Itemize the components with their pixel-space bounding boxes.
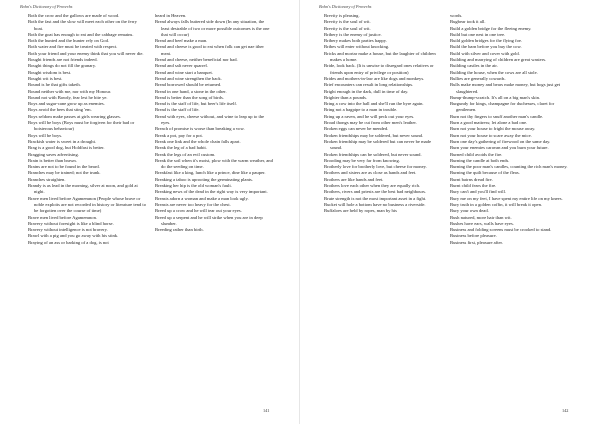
proverb-entry: Brevity is pleasing. — [324, 13, 360, 18]
proverb-entry: Bread borrowed should be returned. — [155, 82, 222, 88]
proverb-entry: Burning the candle at both ends. — [450, 157, 510, 163]
proverb-entry: Breeding rather than birth. — [155, 227, 204, 233]
proverb-entry: Build with silver and cover with gold. — [450, 50, 520, 56]
proverb-entry: Bread and beef make a man. — [155, 38, 208, 44]
proverb-entry: Bucket will hole a bottom have no business a riverside. — [324, 201, 426, 207]
proverb-entry: Brothers are like hands and feet. — [324, 176, 384, 182]
proverb-entry: Burn not your house to scare away the mice. — [450, 132, 532, 138]
proverb-entry: Bread and cheese is good to eat when folk can get nae ither meat. — [155, 44, 264, 56]
proverb-entry: Both the fast and the slow will meet each other on the ferry boat. — [28, 19, 137, 31]
proverb-entry: Breach of promise is worse than breaking a vow. — [155, 126, 245, 132]
proverb-entry: Bribery makes both parties happy. — [324, 38, 387, 44]
proverb-entry: Bright enough in the dark, dull in time of day. — [324, 88, 409, 94]
proverb-entry: Brighter than a pounds. — [324, 94, 368, 100]
proverb-entry: Both the crow and the gallows are made of wood. — [28, 13, 120, 18]
proverb-entry: Burn a good mattress; let alone a bad one. — [450, 120, 528, 126]
proverb-entry: Bought wit is best. — [28, 75, 63, 81]
proverb-entry: Burn not your house to fright the mouse away. — [450, 126, 536, 132]
proverb-entry: Breakfast like a king, lunch like a prince, dine like a pauper. — [155, 170, 266, 176]
proverb-entry: Build golden bridges for the flying foe. — [450, 38, 523, 44]
proverb-entry: Breaking news of the dead in the right way is very important. — [155, 189, 268, 195]
proverb-entry: Bury truth in a golden coffin, it will break it open. — [450, 201, 543, 207]
proverb-entry: Breed up a serpent and he will strike when you are in deep slumber. — [155, 214, 263, 226]
proverb-entry: Brackish water is sweet in a drought. — [28, 138, 96, 144]
proverb-entry: Broken friendship may be soldered but can never be made sound. — [324, 138, 432, 151]
page-number: 142 — [562, 408, 569, 413]
proverb-entry: Break a pot, pay for a pot. — [155, 132, 203, 138]
proverb-entry: Brave men lived before Agamemnon (People whose brave or noble exploits are not recorded in history or literature tend to be forgotten over the course of time) — [28, 195, 147, 214]
proverb-entry: Both your friend and your enemy think that you will never die. — [28, 50, 144, 56]
proverb-entry: Broken friendships may be soldered, but never sound. — [324, 132, 424, 138]
proverb-entry: Breed up a crow and he will tear out your eyes. — [155, 208, 242, 214]
proverb-entry: Brains are not to be found in the beard. — [28, 164, 100, 170]
proverb-entry: Bury your own dead. — [450, 208, 489, 214]
proverb-entry: Breaking a taboo is uprooting the germinating plants. — [155, 176, 253, 182]
proverb-entry: Break one link and the whole chain falls apart. — [155, 138, 241, 144]
proverb-entry: Bought wisdom is best. — [28, 69, 72, 75]
proverb-entry: Burnt child fears the fire. — [450, 183, 497, 189]
proverb-entry: Brides and mothers-in-law are like dogs and monkeys. — [324, 75, 425, 81]
proverb-entry: Business first, pleasure after. — [450, 239, 503, 245]
proverb-entry: Broad thongs may be cut from other men's leather. — [324, 120, 417, 126]
proverb-entry: Bread is the staff of life, but beer's life itself. — [155, 101, 238, 107]
proverb-entry: Bugbear took it all. — [450, 19, 486, 25]
proverb-entry: Build the barn before you buy the cow. — [450, 44, 522, 50]
proverb-entry: words. — [450, 13, 463, 18]
proverb-entry: Brevity is the soul of wit. — [324, 19, 371, 25]
proverb-entry: Business before pleasure. — [450, 233, 497, 239]
proverb-entry: Bush natured, more hair than wit. — [450, 214, 512, 220]
proverb-entry: Building and marrying of children are great wasters. — [450, 57, 547, 63]
proverb-entry: Bread with eyes, cheese without, and wine to leap up to the eyes. — [155, 113, 265, 126]
running-header: Bohn's Dictionary of Proverbs — [20, 4, 73, 9]
proverb-entry: Bump-thump-scratch. It's all on a big man's skin. — [450, 94, 541, 100]
proverb-entry: Bread and cheese, neither beneficial nor bad. — [155, 57, 238, 63]
proverb-entry: Bulls make money and bears make money, but hogs just get slaughtered. — [450, 82, 561, 94]
right-page-column-a — [324, 13, 442, 215]
proverb-entry: Branches straighten. — [28, 176, 66, 182]
proverb-entry: Burn one day's gathering of firewood on the same day. — [450, 138, 551, 144]
proverb-entry: Breaking her hip is the old woman's fault. — [155, 183, 232, 189]
proverb-entry: Boys seldom make passes at girls wearing glasses. — [28, 113, 121, 119]
proverb-entry: Bread is the staff of life. — [155, 107, 200, 113]
proverb-entry: Boys will be boys (Boys must be forgiven for their bad or boisterous behaviour) — [28, 120, 135, 132]
proverb-entry: Breasts adorn a woman and make a man look ugly. — [155, 195, 249, 201]
proverb-entry: Boys avoid the bees that sting 'em. — [28, 107, 92, 113]
proverb-entry: Building castles in the air. — [450, 63, 498, 69]
proverb-entry: Bring not a bagpipe to a man in trouble. — [324, 107, 398, 113]
proverb-entry: Boys will be boys. — [28, 132, 63, 138]
proverb-entry: Bread in one hand, a stone in the other. — [155, 88, 227, 94]
proverb-entry: Bury can't and you'll find will. — [450, 189, 507, 195]
proverb-entry: Bury me on my feet, I have spent my entire life on my knees. — [450, 195, 563, 201]
proverb-entry: Bring a cow into the hall and she'll run the byre again. — [324, 101, 424, 107]
proverb-entry: Buffaloes are held by ropes, man by his — [324, 208, 397, 214]
proverb-entry: Bring up a raven, and he will peck out your eyes. — [324, 113, 415, 119]
proverb-entry: Brothers and sisters are as close as hands and feet. — [324, 170, 417, 176]
proverb-entry: Build but one nest in one tree. — [450, 31, 506, 37]
proverb-entry: Broken eggs can never be mended. — [324, 126, 389, 132]
proverb-entry: Bribes will enter without knocking. — [324, 44, 390, 50]
proverb-entry: Branches may be trained; not the trunk. — [28, 170, 101, 176]
proverb-entry: Bravery without intelligence is not bravery. — [28, 227, 108, 233]
proverb-entry: Bullies are generally cowards. — [450, 75, 506, 81]
proverb-entry: Brute strength is not the most important asset in a fight. — [324, 195, 427, 201]
proverb-entry: Bread and wine start a banquet. — [155, 69, 213, 75]
running-header: Bohn's Dictionary of Proverbs — [319, 4, 372, 9]
proverb-entry: Boys and sugar-cane grow up as enemies. — [28, 101, 105, 107]
page-number: 141 — [263, 408, 270, 413]
proverb-entry: Bricks and mortar make a house, but the laughter of children makes a home. — [324, 50, 436, 63]
proverb-entry: Bravery without foresight is like a blind horse. — [28, 220, 114, 226]
proverb-entry: Bread and salt never quarrel. — [155, 63, 208, 69]
proverb-entry: Broken friendships can be soldered, but never sound. — [324, 151, 422, 157]
proverb-entry: Brothers, rivers and priests are the best bad neighbours. — [324, 189, 427, 195]
right-page-column-b — [450, 13, 568, 246]
proverb-entry: Burnt bairns dread fire. — [450, 176, 493, 182]
proverb-entry: Both the goat has enough to eat and the cabbage remains. — [28, 31, 134, 37]
proverb-entry: Burned child avoids the fire. — [450, 151, 503, 157]
proverb-entry: Brag is a good dog, but Holdfast is better. — [28, 145, 105, 151]
proverb-entry: Build a golden bridge for the fleeing enemy. — [450, 25, 532, 31]
proverb-entry: Bound is he that gifts taketh. — [28, 82, 81, 88]
proverb-entry: heard in Heaven. — [155, 13, 187, 18]
proverb-entry: Brain is better than brawn. — [28, 157, 77, 163]
proverb-entry: Bound not with Bawdy, fear lest he bite ye. — [28, 94, 108, 100]
proverb-entry: Bride, look back. (It is unwise to disregard ones relatives or friends upon entry of privilege or position) — [324, 63, 434, 75]
proverb-entry: Both the hunted and the hunter rely on God. — [28, 38, 110, 44]
proverb-entry: Building the house, when the cows are all stole. — [450, 69, 538, 75]
proverb-entry: Burning the poor man's candles, counting the rich man's money. — [450, 164, 568, 170]
proverb-entry: Break the soil when it's moist, plow with the warm weather, and do the seeding on time. — [155, 157, 273, 170]
proverb-entry: Burgundy for kings, champagne for duchesses, claret for gentlemen. — [450, 101, 555, 113]
proverb-entry: Brooding may be very far from knowing. — [324, 157, 400, 163]
proverb-entry: Burn not thy fingers to snuff another man's candle. — [450, 113, 544, 119]
proverb-entry: Brief encounters can result in long relationships. — [324, 82, 414, 88]
proverb-entry: Brotherly love for brotherly love, but cheese for money. — [324, 164, 427, 170]
proverb-entry: Break the legs of an evil custom. — [155, 151, 216, 157]
proverb-entry: Bribery is the enemy of justice. — [324, 31, 382, 37]
proverb-entry: Bound neither with me, nor with my Honour. — [28, 88, 112, 94]
proverb-entry: Burn your enemies caravan and you burn your future. — [450, 145, 549, 151]
proverb-entry: Brandy is as lead in the morning, silver at noon, and gold at night. — [28, 183, 138, 195]
proverb-entry: Brave men lived before Agamemnon. — [28, 214, 98, 220]
proverb-entry: Burning the quilt because of the fleas. — [450, 170, 520, 176]
proverb-entry: Bread always falls buttered side down (In any situation, the least desirable of two or more possible outcomes is the one that will occur) — [155, 19, 270, 37]
proverb-entry: Business and folding screens must be crooked to stand. — [450, 227, 552, 233]
proverb-entry: Both water and fire must be treated with respect. — [28, 44, 118, 50]
proverb-entry: Brevity is the soul of wit. — [324, 25, 371, 31]
proverb-entry: Bought friends are not friends indeed. — [28, 57, 98, 63]
proverb-entry: Braying of an ass or barking of a dog, is not — [28, 239, 109, 245]
proverb-entry: Brawl with a pig and you go away with his stink. — [28, 233, 119, 239]
proverb-entry: Bread and wine strengthen the back. — [155, 75, 222, 81]
proverb-entry: Breasts are never too heavy for the chest. — [155, 201, 231, 207]
left-page-column-a — [28, 13, 146, 246]
proverb-entry: Bread is better than the song of birds. — [155, 94, 224, 100]
right-page — [300, 0, 600, 424]
proverb-entry: Bought things do not fill the granary. — [28, 63, 96, 69]
proverb-entry: Bushes have ears, walls have eyes. — [450, 220, 514, 226]
proverb-entry: Brothers love each other when they are equally rich. — [324, 183, 421, 189]
proverb-entry: Bragging saves advertising. — [28, 151, 79, 157]
proverb-entry: Break the leg of a bad habit. — [155, 145, 207, 151]
left-page-column-b — [155, 13, 273, 233]
